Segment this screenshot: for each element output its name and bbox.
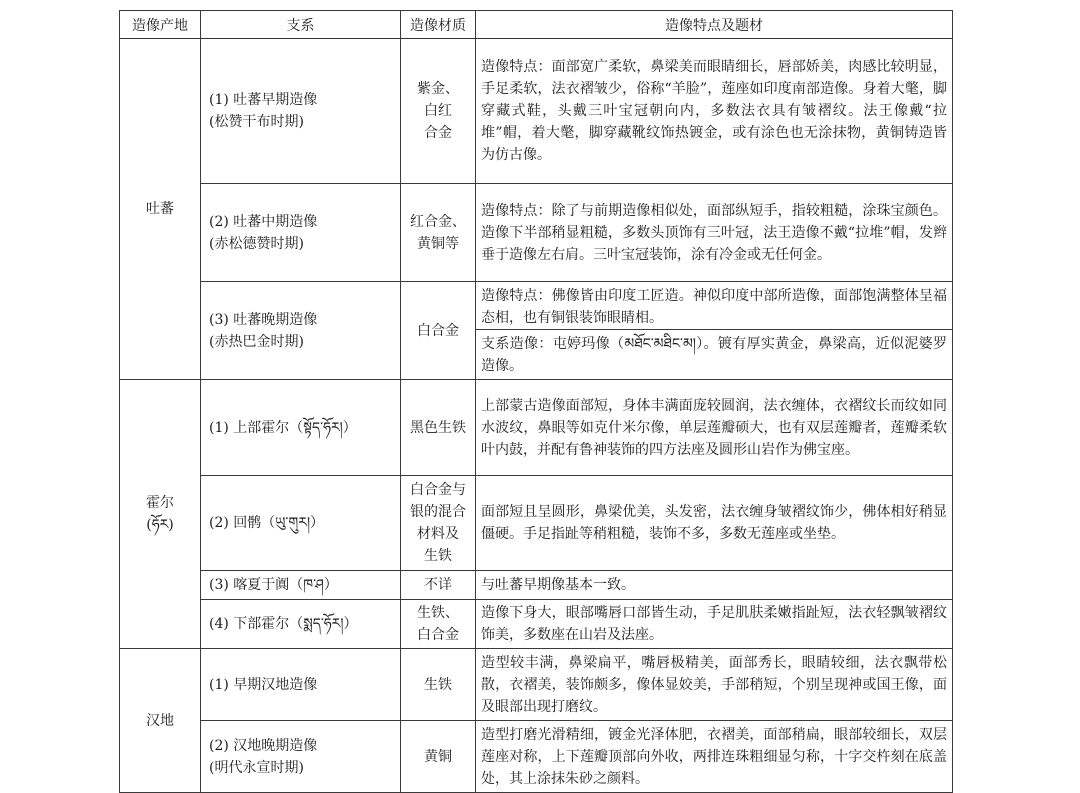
region-cell-han: 汉地: [120, 649, 201, 793]
branch-cell: [201, 39, 401, 184]
material-line: 白合金: [417, 627, 459, 643]
features-cell: 与吐蕃早期像基本一致。: [476, 571, 953, 600]
features-cell: 造像特点：面部宽广柔软，鼻梁美而眼睛细长，唇部娇美，肉感比较明显，手足柔软，法衣褶皱少，俗称“羊脸”，莲座如印度南部造像。身着大氅，脚穿藏式鞋，头戴三叶宝冠朝向内，多数法衣具有皱褶纹。法王像戴“拉堆”帽，着大氅，脚穿藏靴纹饰热镀金，或有涂色也无涂抹物，黄铜铸造皆为仿古像。: [476, 39, 953, 184]
region-cell-tubo: 吐蕃: [120, 39, 201, 380]
branch-cell: (1) 早期汉地造像: [201, 649, 401, 721]
branch-cell: (3) 喀夏于阗（ཁ་ཤ）: [201, 571, 401, 600]
material-cell: 白合金: [401, 282, 476, 380]
table-row: [120, 476, 953, 571]
table-row: [120, 600, 953, 649]
material-cell: [401, 600, 476, 649]
material-line: 白红: [424, 103, 452, 119]
features-cell: 造像下身大，眼部嘴唇口部皆生动，手足肌肤柔嫩指趾短，法衣轻飘皱褶纹饰美，多数座在山岩及法座。: [476, 600, 953, 649]
table-row: [120, 39, 953, 184]
features-cell: 面部短且呈圆形，鼻梁优美，头发密，法衣缠身皱褶纹饰少，佛体相好稍显僵硬。手足指趾等稍粗糙，装饰不多，多数无莲座或坐垫。: [476, 476, 953, 571]
header-region: 造像产地: [120, 11, 201, 39]
header-branch: 支系: [201, 11, 401, 39]
material-line: 银的混合: [410, 504, 466, 520]
material-cell: 生铁: [401, 649, 476, 721]
branch-cell: [201, 184, 401, 282]
branch-cell: (2) 回鹘（ཡུ་གུར།）: [201, 476, 401, 571]
features-cell: 上部蒙古造像面部短，身体丰满面庞较圆润，法衣缠体，衣褶纹长而纹如同水波纹，鼻眼等如克什米尔像，单层莲瓣硕大，也有双层莲瓣者，莲瓣柔软叶内鼓，并配有鲁神装饰的四方法座及圆形山岩作为佛宝座。: [476, 380, 953, 476]
table-row: [120, 380, 953, 476]
material-line: 生铁、: [417, 605, 459, 621]
material-line: 红合金、: [410, 213, 466, 230]
features-sub-statue: 造像特点：佛像皆由印度工匠造。神似印度中部所造像，面部饱满整体呈福态相，也有铜银装饰眼睛相。: [481, 287, 947, 326]
features-cell: 造像特点：除了与前期造像相似处，面部纵短手，指较粗糙，涂珠宝颜色。造像下半部稍显粗糙，多数头顶饰有三叶冠，法王造像不戴“拉堆”帽，发辫垂于造像左右肩。三叶宝冠装饰，涂有冷金或无任何金。: [476, 184, 953, 282]
branch-line: (2) 汉地晚期造像: [209, 737, 318, 754]
header-features: 造像特点及题材: [476, 11, 953, 39]
material-cell: 不详: [401, 571, 476, 600]
material-cell: [401, 184, 476, 282]
region-line: 霍尔: [146, 495, 174, 511]
material-cell: 黄铜: [401, 721, 476, 793]
material-cell: 黑色生铁: [401, 380, 476, 476]
branch-cell: [201, 721, 401, 793]
table-row: [120, 571, 953, 600]
material-cell: [401, 39, 476, 184]
material-line: 生铁: [424, 548, 452, 564]
branch-line: (明代永宣时期): [209, 759, 304, 776]
features-cell: 造型较丰满，鼻梁扁平，嘴唇极精美，面部秀长，眼睛较细，法衣飘带松散，衣褶美，装饰颇多，像体显姣美，手部稍短，个别呈现神或国王像，面及眼部出现打磨纹。: [476, 649, 953, 721]
header-material: 造像材质: [401, 11, 476, 39]
features-sub-branch: 支系造像：屯婷玛像（མཐོང་མཐིང་མ།）。镀有厚实黄金，鼻梁高，近似泥婆罗造像。: [476, 329, 952, 377]
header-row: [120, 11, 953, 39]
branch-line: (松赞干布时期): [209, 114, 304, 130]
branch-line: (2) 吐蕃中期造像: [209, 213, 318, 230]
statue-comparison-table: [119, 10, 953, 793]
region-cell-hor: [120, 380, 201, 649]
material-line: 紫金、: [417, 81, 459, 97]
branch-cell: (1) 上部霍尔（སྟོད་ཧོར།）: [201, 380, 401, 476]
features-cell: 造型打磨光滑精细，镀金光泽体肥，衣褶美，面部稍扁，眼部较细长，双层莲座对称，上下莲瓣顶部向外收，两排连珠粗细显匀称，十字交杵刻在底盖处，其上涂抹朱砂之颜料。: [476, 721, 953, 793]
region-line: (ཧོར): [146, 517, 174, 533]
branch-cell: [201, 282, 401, 380]
material-line: 合金: [424, 125, 452, 141]
features-cell: [476, 282, 953, 380]
material-line: 白合金与: [410, 482, 466, 498]
material-cell: [401, 476, 476, 571]
branch-line: (1) 吐蕃早期造像: [209, 92, 318, 108]
branch-line: (赤松德赞时期): [209, 235, 304, 252]
table-row: [120, 649, 953, 721]
table-row: [120, 184, 953, 282]
branch-line: (赤热巴金时期): [209, 333, 304, 350]
table-row: [120, 282, 953, 380]
branch-line: (3) 吐蕃晚期造像: [209, 311, 318, 328]
material-line: 材料及: [417, 526, 459, 542]
material-line: 黄铜等: [417, 235, 459, 252]
table-row: [120, 721, 953, 793]
branch-cell: (4) 下部霍尔（སྨད་ཧོར།）: [201, 600, 401, 649]
